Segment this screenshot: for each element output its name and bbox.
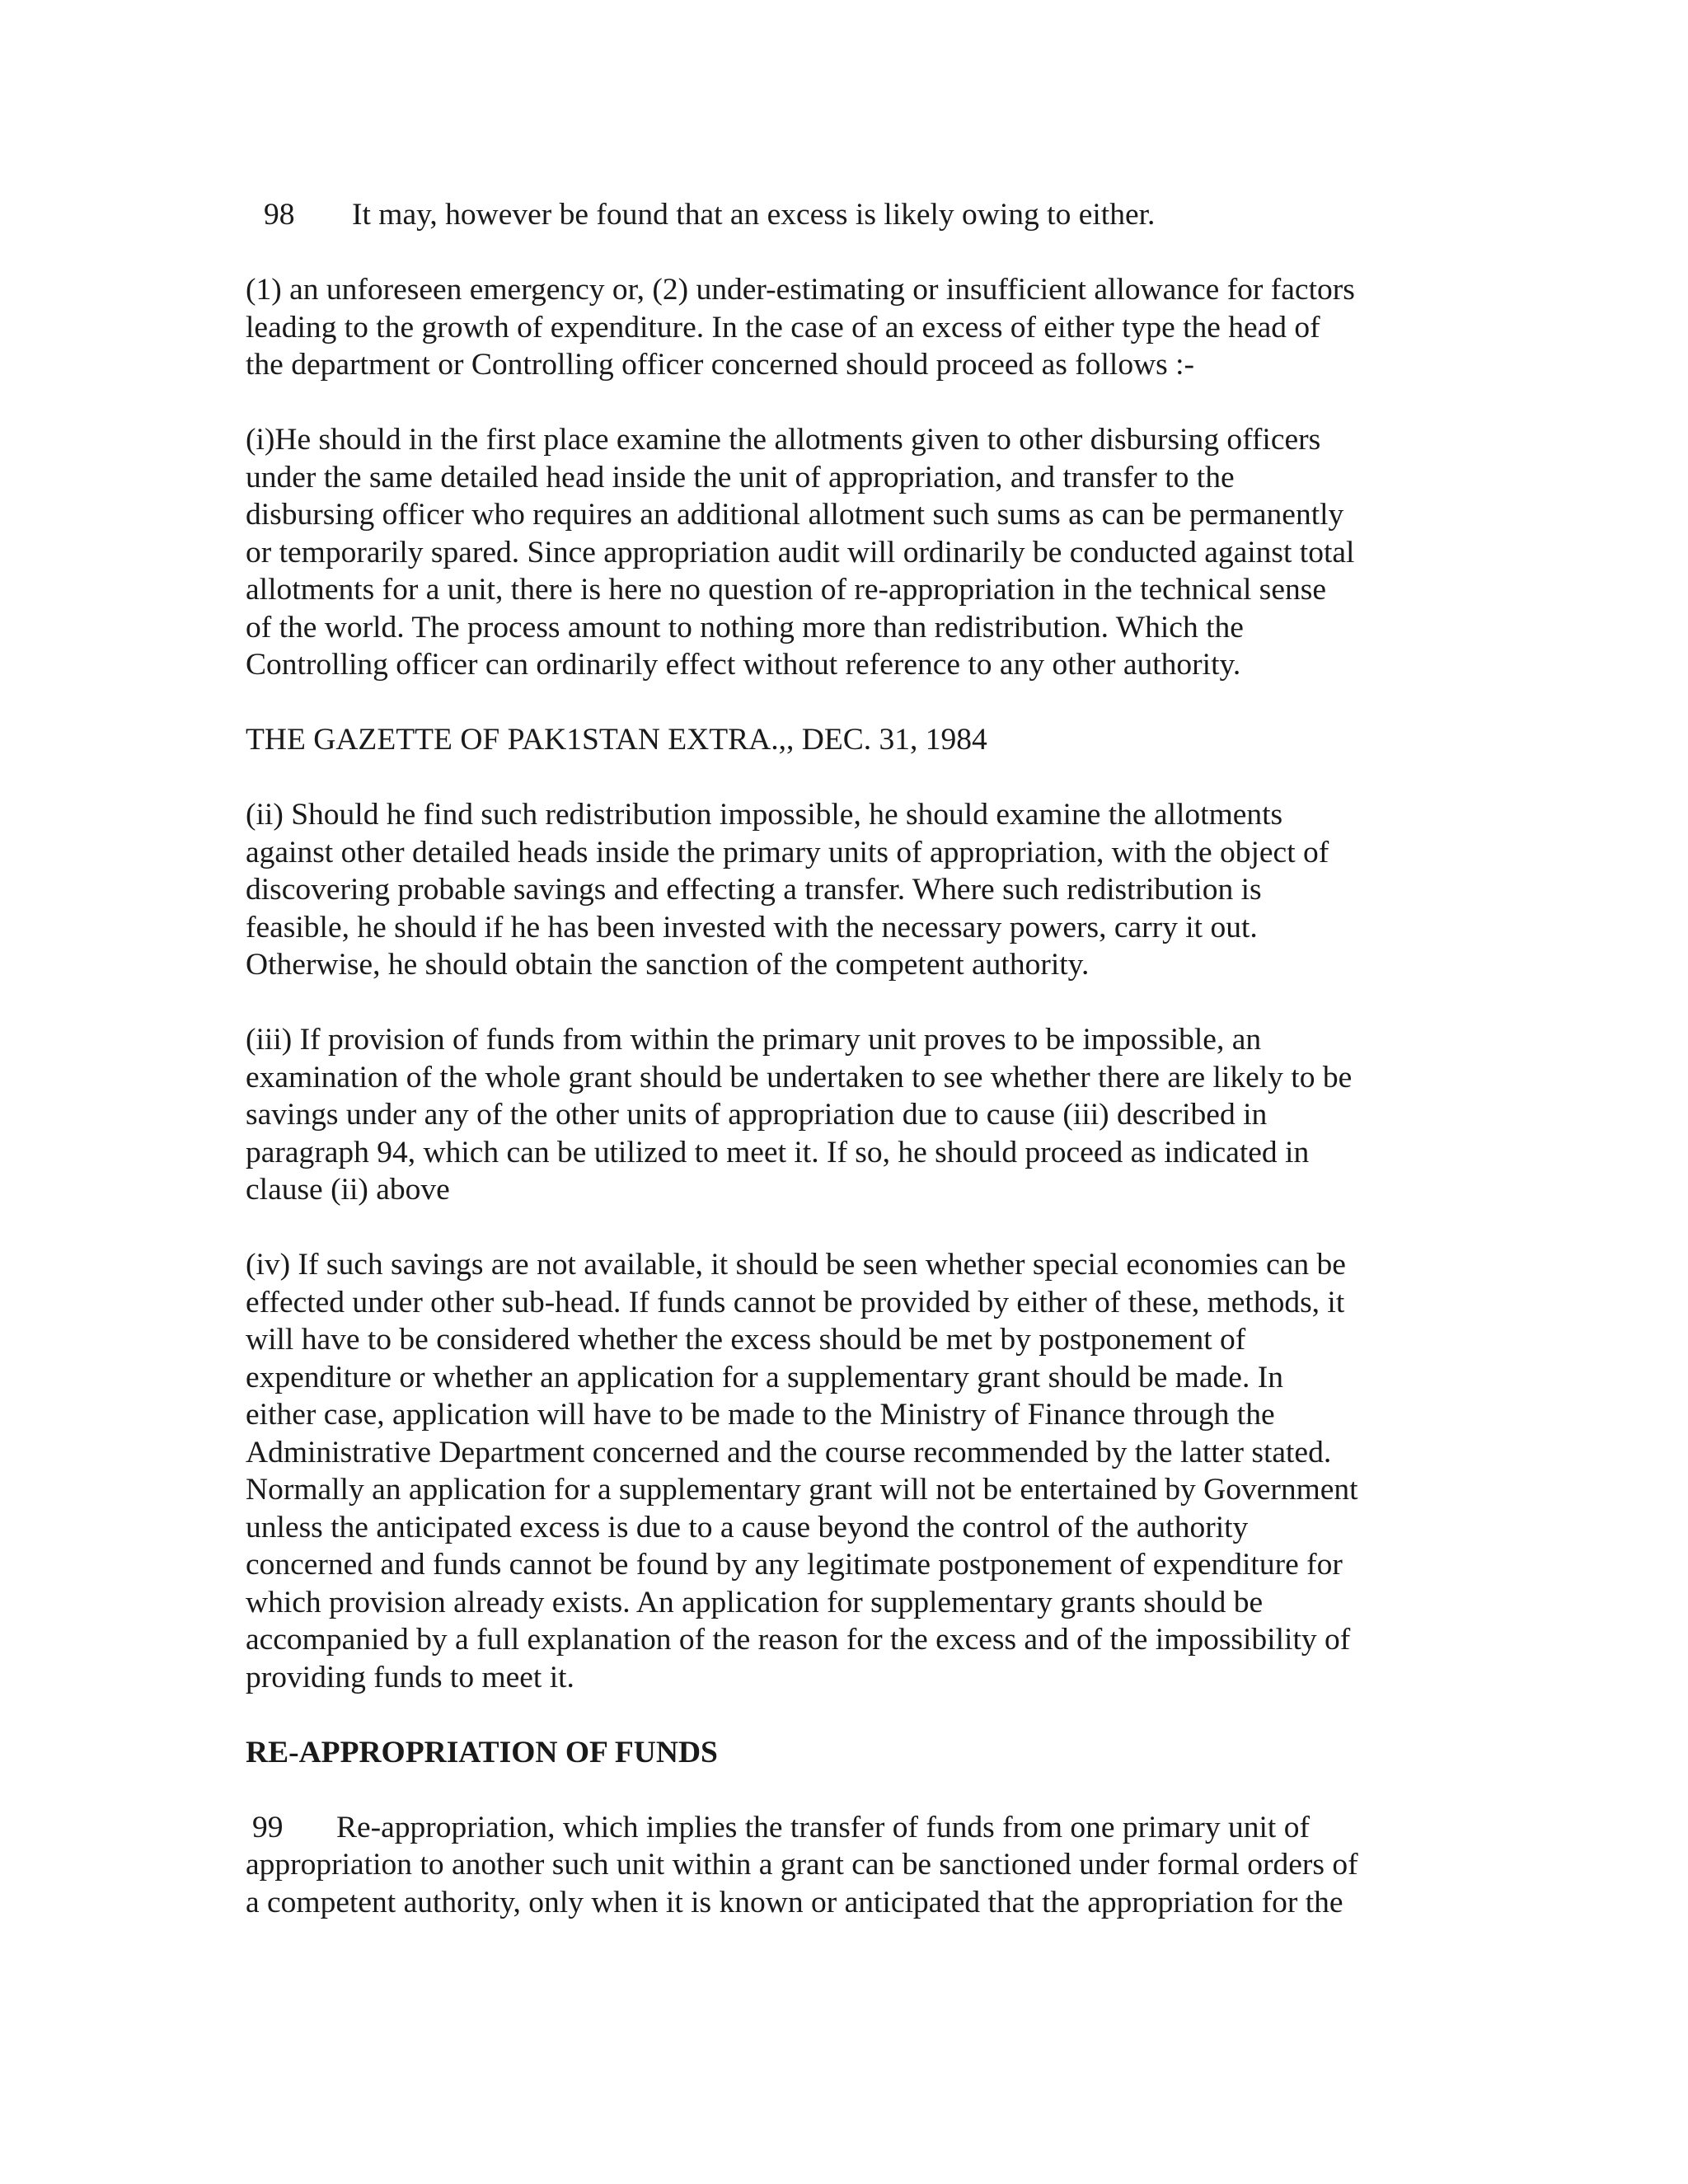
text-line: providing funds to meet it.: [246, 1660, 574, 1694]
paragraph-99: [246, 1809, 1449, 1922]
text-line: Otherwise, he should obtain the sanction of the competent authority.: [246, 948, 1090, 982]
text-line: leading to the growth of expenditure. In the case of an excess of either type the head of: [246, 310, 1320, 344]
gazette-running-header: THE GAZETTE OF PAK1STAN EXTRA.,, DEC. 31, 1984: [246, 723, 987, 757]
paragraph-clause-ii: [246, 796, 1449, 984]
text-line: accompanied by a full explanation of the reason for the excess and of the impossibility of: [246, 1623, 1351, 1657]
text-line: discovering probable savings and effecting a transfer. Where such redistribution is: [246, 873, 1262, 907]
text-line: or temporarily spared. Since appropriation audit will ordinarily be conducted against total: [246, 535, 1355, 569]
paragraph-98-text: It may, however be found that an excess is likely owing to either.: [352, 198, 1156, 232]
text-line: either case, application will have to be made to the Ministry of Finance through the: [246, 1398, 1275, 1432]
text-line: a competent authority, only when it is known or anticipated that the appropriation for the: [246, 1885, 1343, 1919]
text-line: concerned and funds cannot be found by any legitimate postponement of expenditure for: [246, 1548, 1343, 1582]
paragraph-99-first-line: Re-appropriation, which implies the transfer of funds from one primary unit of: [336, 1810, 1310, 1844]
paragraph-clause-iv: [246, 1246, 1449, 1696]
paragraph-number: 98: [264, 198, 295, 232]
text-line: will have to be considered whether the excess should be met by postponement of: [246, 1323, 1246, 1357]
text-line: examination of the whole grant should be undertaken to see whether there are likely to be: [246, 1060, 1353, 1094]
paragraph-clause-i: [246, 421, 1449, 684]
text-line: paragraph 94, which can be utilized to meet it. If so, he should proceed as indicated in: [246, 1135, 1310, 1169]
section-heading: RE-APPROPRIATION OF FUNDS: [246, 1735, 718, 1769]
text-line: (1) an unforeseen emergency or, (2) under-estimating or insufficient allowance for factors: [246, 273, 1355, 307]
text-line: appropriation to another such unit within a grant can be sanctioned under formal orders of: [246, 1848, 1358, 1882]
text-line: allotments for a unit, there is here no question of re-appropriation in the technical sense: [246, 573, 1327, 607]
text-line: disbursing officer who requires an additional allotment such sums as can be permanently: [246, 498, 1344, 532]
text-line: effected under other sub-head. If funds cannot be provided by either of these, methods, it: [246, 1285, 1345, 1319]
text-line: clause (ii) above: [246, 1173, 450, 1207]
text-line: (iii) If provision of funds from within the primary unit proves to be impossible, an: [246, 1023, 1262, 1057]
text-line: feasible, he should if he has been invested with the necessary powers, carry it out.: [246, 910, 1258, 944]
text-line: (iv) If such savings are not available, it should be seen whether special economies can be: [246, 1248, 1346, 1282]
text-line: of the world. The process amount to nothing more than redistribution. Which the: [246, 610, 1244, 644]
paragraph-number: 99: [252, 1810, 284, 1844]
text-line: (ii) Should he find such redistribution impossible, he should examine the allotments: [246, 798, 1283, 832]
text-line: savings under any of the other units of appropriation due to cause (iii) described in: [246, 1098, 1268, 1132]
text-line: under the same detailed head inside the unit of appropriation, and transfer to the: [246, 460, 1235, 494]
text-line: Controlling officer can ordinarily effect without reference to any other authority.: [246, 648, 1241, 682]
text-line: expenditure or whether an application for a supplementary grant should be made. In: [246, 1360, 1283, 1394]
text-line: which provision already exists. An application for supplementary grants should be: [246, 1585, 1264, 1619]
document-page: [246, 196, 1449, 1959]
text-line: [252, 1809, 1449, 1847]
text-line: unless the anticipated excess is due to a cause beyond the control of the authority: [246, 1510, 1249, 1544]
text-line: against other detailed heads inside the primary units of appropriation, with the object of: [246, 835, 1329, 869]
text-line: Administrative Department concerned and the course recommended by the latter stated.: [246, 1435, 1332, 1469]
text-line: (i)He should in the first place examine the allotments given to other disbursing officers: [246, 423, 1321, 457]
paragraph-98: [246, 196, 1449, 234]
paragraph-intro: [246, 271, 1449, 384]
text-line: the department or Controlling officer concerned should proceed as follows :-: [246, 348, 1195, 382]
text-line: Normally an application for a supplementary grant will not be entertained by Government: [246, 1473, 1358, 1507]
paragraph-clause-iii: [246, 1021, 1449, 1209]
